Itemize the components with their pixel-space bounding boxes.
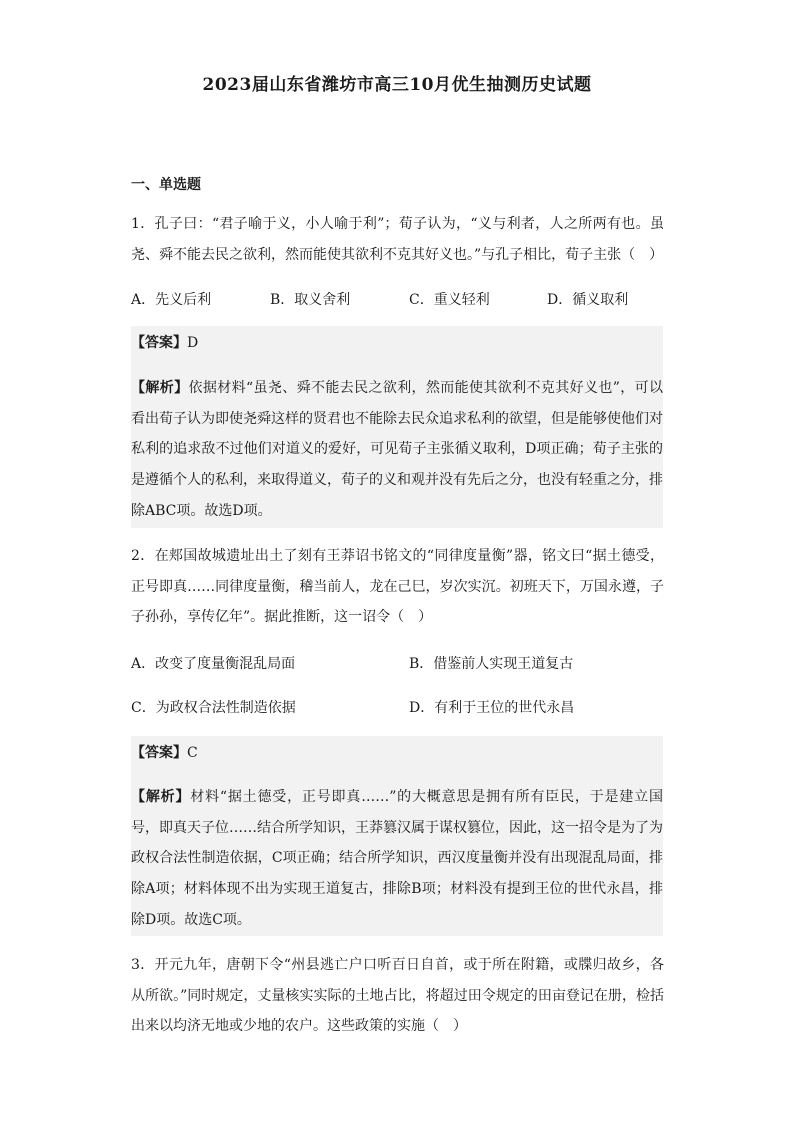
question-2-analysis xyxy=(131,782,663,936)
question-3-stem: 3．开元九年，唐朝下令“州县逃亡户口听百日自首，或于所在附籍，或牒归故乡，各从所欲。”同时规定，丈量核实实际的土地占比，将超过田令规定的田亩登记在册，检括出来以均济无地或少地的农户。这些政策的实施（ ） xyxy=(131,957,664,1034)
analysis-label: 【解析】 xyxy=(131,380,189,396)
question-1-stem: 1．孔子曰：“君子喻于义，小人喻于利”；荀子认为，“义与利者，人之所两有也。虽尧、舜不能去民之欲利，然而能使其欲利不克其好义也。”与孔子相比，荀子主张（ ） xyxy=(131,216,664,263)
question-1-option-c: C．重义轻利 xyxy=(409,292,490,308)
question-1-option-a: A．先义后利 xyxy=(131,292,212,308)
question-2-option-d: D．有利于王位的世代永昌 xyxy=(409,700,575,716)
question-2-answer xyxy=(131,743,198,763)
question-1-option-d: D．循义取利 xyxy=(547,292,629,308)
question-1-answer xyxy=(131,333,198,353)
section-heading: 一、单选题 xyxy=(131,177,201,193)
answer-label: 【答案】 xyxy=(131,335,187,351)
analysis-label: 【解析】 xyxy=(131,789,191,805)
question-2-option-c: C．为政权合法性制造依据 xyxy=(131,700,296,716)
document-title: 2023届山东省潍坊市高三10月优生抽测历史试题 xyxy=(202,75,592,95)
answer-value: D xyxy=(187,335,199,351)
answer-value: C xyxy=(187,745,198,761)
analysis-text: 依据材料“虽尧、舜不能去民之欲利，然而能使其欲利不克其好义也”，可以看出荀子认为即使尧舜这样的贤君也不能除去民众追求私利的欲望，但是能够使他们对私利的追求敌不过他们对道义的爱好，可见荀子主张循义取利，D项正确；荀子主张的是遵循个人的私利，来取得道义，荀子的义和观并没有先后之分，也没有轻重之分，排除ABC项。故选D项。 xyxy=(131,380,664,519)
question-2-option-a: A．改变了度量衡混乱局面 xyxy=(131,656,296,672)
question-1-option-b: B．取义舍利 xyxy=(270,292,351,308)
analysis-text: 材料“据土德受，正号即真……”的大概意思是拥有所有臣民，于是建立国号，即真天子位……结合所学知识，王莽篡汉属于谋权篡位，因此，这一招令是为了为政权合法性制造依据，C项正确；结合所学知识，西汉度量衡并没有出现混乱局面，排除A项；材料体现不出为实现王道复古，排除B项；材料没有提到王位的世代永昌，排除D项。故选C项。 xyxy=(131,789,663,928)
answer-label: 【答案】 xyxy=(131,745,187,761)
question-2-stem: 2．在郏国故城遗址出土了刻有王莽诏书铭文的“同律度量衡”器，铭文曰“据土德受，正号即真……同律度量衡，稽当前人，龙在己巳，岁次实沉。初班天下，万国永遵，子子孙孙，享传亿年”。据此推断，这一诏令（ ） xyxy=(131,548,664,625)
question-1-analysis xyxy=(131,373,663,527)
question-2-option-b: B．借鉴前人实现王道复古 xyxy=(409,656,574,672)
